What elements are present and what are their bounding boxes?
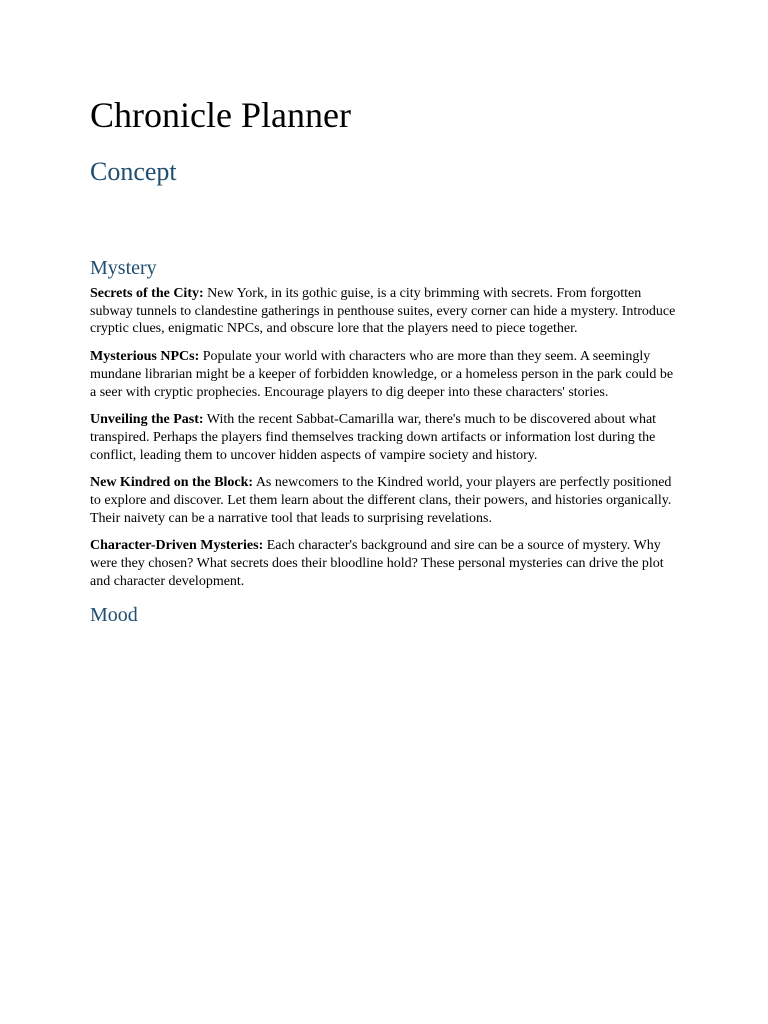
paragraph-term: Mysterious NPCs:: [90, 349, 200, 365]
paragraph-text: Populate your world with characters who are more than they seem. A seemingly mundane librarian might be a keeper of forbidden knowledge, or a homeless person in the park could be a seer with cryptic prophecies. Encourage players to dig deeper into these characters' stories.: [90, 349, 674, 400]
paragraph-character-driven-mysteries: [90, 537, 678, 590]
mystery-paragraphs: [90, 285, 678, 601]
paragraph-text: New York, in its gothic guise, is a city brimming with secrets. From forgotten subway tunnels to clandestine gatherings in penthouse suites, every corner can hide a mystery. Introduce cryptic clues, enigmatic NPCs, and obscure lore that the players need to piece together.: [90, 286, 676, 337]
section-heading-concept: Concept: [90, 157, 177, 186]
paragraph-text: With the recent Sabbat-Camarilla war, there's much to be discovered about what transpired. Perhaps the players find themselves tracking down artifacts or information lost during the conflict, leading them to uncover hidden aspects of vampire society and history.: [90, 412, 657, 463]
subsection-heading-mood: Mood: [90, 604, 138, 626]
page-title: Chronicle Planner: [90, 95, 351, 135]
paragraph-new-kindred-on-the-block: [90, 474, 678, 527]
paragraph-text: As newcomers to the Kindred world, your players are perfectly positioned to explore and discover. Let them learn about the different clans, their powers, and histories organically. Their naivety can be a narrative tool that leads to surprising revelations.: [90, 475, 672, 526]
paragraph-secrets-of-the-city: [90, 285, 678, 338]
paragraph-term: Secrets of the City:: [90, 286, 204, 301]
paragraph-text: Each character's background and sire can be a source of mystery. Why were they chosen? What secrets does their bloodline hold? These personal mysteries can drive the plot and character development.: [90, 538, 664, 589]
subsection-heading-mystery: Mystery: [90, 257, 157, 279]
paragraph-term: Character-Driven Mysteries:: [90, 538, 264, 554]
paragraph-unveiling-the-past: [90, 411, 678, 464]
paragraph-mysterious-npcs: [90, 348, 678, 401]
paragraph-term: New Kindred on the Block:: [90, 475, 254, 491]
paragraph-term: Unveiling the Past:: [90, 412, 204, 428]
